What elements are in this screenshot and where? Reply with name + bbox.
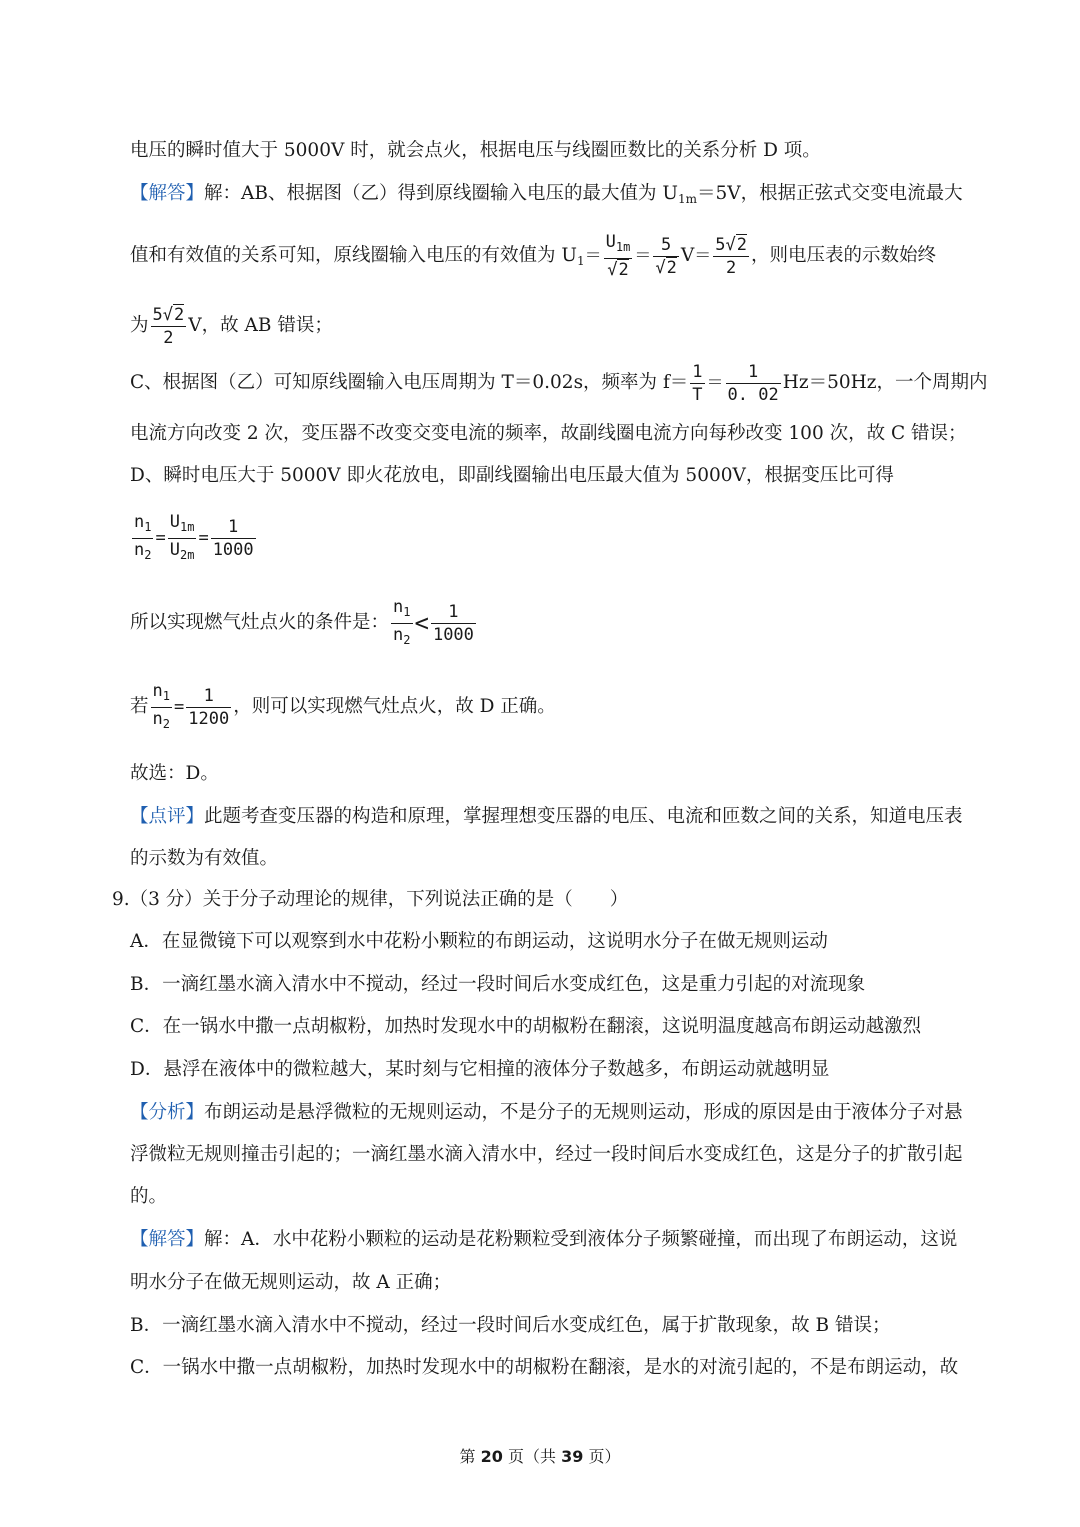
question-9: 9.（3 分）关于分子动理论的规律，下列说法正确的是（ ） <box>112 889 629 910</box>
fraction-n1-n2: $\frac{n_1}{n_2}$ <box>393 596 411 647</box>
option-a: A．在显微镜下可以观察到水中花粉小颗粒的布朗运动，这说明水分子在做无规则运动 <box>130 931 828 952</box>
fraction-n1-n2: $\frac{n_1}{n_2}$ <box>152 680 170 731</box>
text-line: C．一锅水中撒一点胡椒粉，加热时发现水中的胡椒粉在翻滚，是水的对流引起的，不是布朗运动，故 <box>130 1357 959 1378</box>
fraction-1-1000: $\frac{1}{1000}$ <box>212 516 254 560</box>
answer-tag: 【解答】 <box>130 183 205 204</box>
comment-line: 【点评】此题考查变压器的构造和原理，掌握理想变压器的电压、电流和匝数之间的关系，知道电压表 <box>130 806 963 827</box>
formula-line-voltmeter: 为 $\frac{5√2}{2}$ V，故 AB 错误； <box>130 304 333 348</box>
option-c: C．在一锅水中撒一点胡椒粉，加热时发现水中的胡椒粉在翻滚，这说明温度越高布朗运动越激烈 <box>130 1016 922 1037</box>
page-total: 39 <box>561 1447 584 1466</box>
fraction-1-002: $\frac{1}{0. 02}$ <box>727 361 779 405</box>
answer-line: 【解答】解：AB、根据图（乙）得到原线圈输入电压的最大值为 $U_{1m}=5V$，根据正弦式交变电流最大 <box>130 183 963 206</box>
fraction-u1m-u2m: $\frac{U_{1m}}{U_{2m}}$ <box>169 511 195 562</box>
page-number: 20 <box>480 1447 503 1466</box>
analysis-tag: 【分析】 <box>130 1102 205 1123</box>
answer-line: 【解答】解：A．水中花粉小颗粒的运动是花粉颗粒受到液体分子频繁碰撞，而出现了布朗运动，这说 <box>130 1229 958 1250</box>
text-line: D、瞬时电压大于 5000V 即火花放电，即副线圈输出电压最大值为 5000V，根据变压比可得 <box>130 465 894 486</box>
formula-ignition-condition: 所以实现燃气灶点火的条件是： $\frac{n_1}{n_2}$ < $\frac{1}{1000}$ <box>130 593 478 653</box>
answer-tag: 【解答】 <box>130 1229 205 1250</box>
formula-example-ratio: 若 $\frac{n_1}{n_2}$ = $\frac{1}{1200}$ ，则可以实现燃气灶点火，故 D 正确。 <box>130 677 556 737</box>
formula-line-frequency: C、根据图（乙）可知原线圈输入电压周期为 T＝0.02s，频率为 f＝ $\frac{1}{T}$ ＝ $\frac{1}{0. 02}$ Hz＝50Hz，一个周期内 <box>130 361 988 405</box>
text-line: 的。 <box>130 1186 168 1207</box>
formula-turns-ratio: $\frac{n_1}{n_2}$ = $\frac{U_{1m}}{U_{2m}}$ = $\frac{1}{1000}$ <box>130 508 258 568</box>
fraction-5sqrt2-2: $\frac{5√2}{2}$ <box>152 304 185 348</box>
fraction-1-1200: $\frac{1}{1200}$ <box>188 685 230 729</box>
fraction-n1-n2: $\frac{n_1}{n_2}$ <box>134 511 152 562</box>
page-footer: 第 20 页（共 39 页） <box>459 1447 621 1466</box>
text-line: 电流方向改变 2 次，变压器不改变交变电流的频率，故副线圈电流方向每秒改变 100 次，故 C 错误； <box>130 423 967 444</box>
fraction-u1m-sqrt2: $\frac{U_{1m}}{√2}$ <box>605 232 631 280</box>
analysis-line: 【分析】布朗运动是悬浮微粒的无规则运动，不是分子的无规则运动，形成的原因是由于液体分子对悬 <box>130 1102 963 1123</box>
option-b: B．一滴红墨水滴入清水中不搅动，经过一段时间后水变成红色，这是重力引起的对流现象 <box>130 974 866 995</box>
text-line: 浮微粒无规则撞击引起的；一滴红墨水滴入清水中，经过一段时间后水变成红色，这是分子的扩散引起 <box>130 1144 963 1165</box>
text-line: 明水分子在做无规则运动，故 A 正确； <box>130 1272 452 1293</box>
formula-line-rms: 值和有效值的关系可知，原线圈输入电压的有效值为 $U_1=$ $\frac{U_{1m}}{√2}$ ＝ $\frac{5}{√2}$ V＝ $\frac{5√2}{2}$ ，则电压表的示数始终 <box>130 232 936 280</box>
comment-tag: 【点评】 <box>130 806 205 827</box>
fraction-1-1000: $\frac{1}{1000}$ <box>432 601 474 645</box>
text-line: B．一滴红墨水滴入清水中不搅动，经过一段时间后水变成红色，属于扩散现象，故 B 错误； <box>130 1315 891 1336</box>
fraction-5-sqrt2: $\frac{5}{√2}$ <box>655 234 677 278</box>
option-d: D．悬浮在液体中的微粒越大，某时刻与它相撞的液体分子数越多，布朗运动就越明显 <box>130 1059 830 1080</box>
fraction-1-T: $\frac{1}{T}$ <box>692 361 703 405</box>
text-line: 的示数为有效值。 <box>130 848 279 869</box>
fraction-5sqrt2-2: $\frac{5√2}{2}$ <box>715 234 747 278</box>
text-line: 故选：D。 <box>130 763 219 784</box>
text-line: 电压的瞬时值大于 5000V 时，就会点火，根据电压与线圈匝数比的关系分析 D 项。 <box>130 140 821 161</box>
